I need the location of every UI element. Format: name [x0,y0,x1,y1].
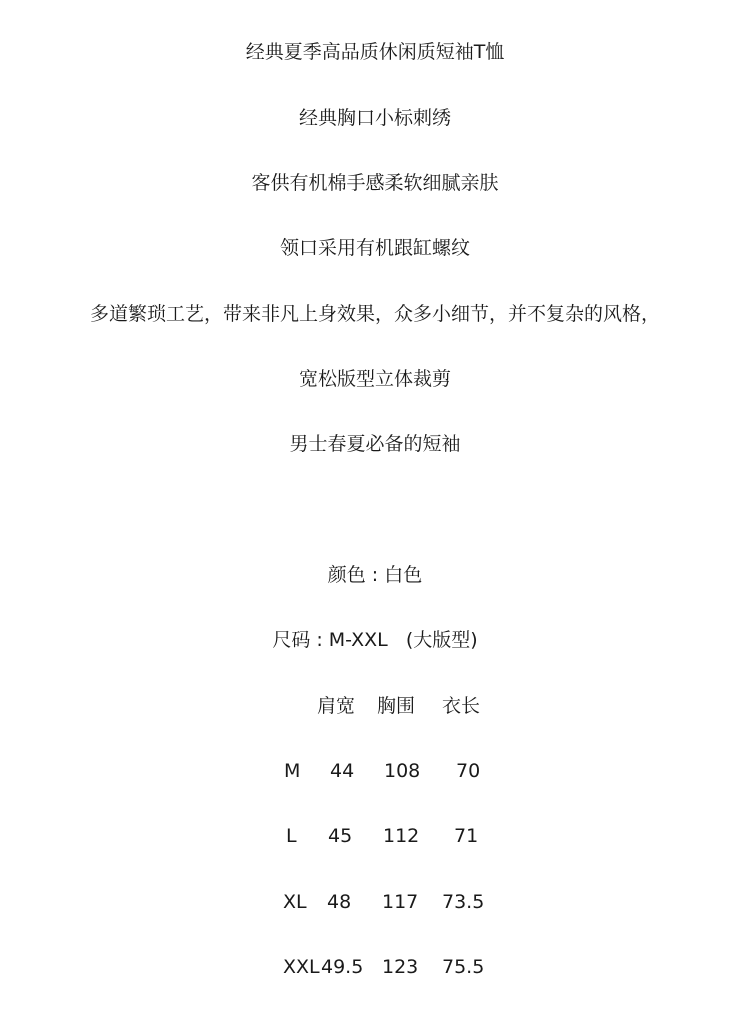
size-label: M [284,760,301,782]
description-line: 宽松版型立体裁剪 [298,368,451,390]
chest-value: 108 [384,760,421,782]
header-chest: 胸围 [377,695,416,717]
header-shoulder: 肩宽 [317,695,356,717]
color-info: 颜色 : 白色 [327,564,423,586]
description-line: 经典胸口小标刺绣 [298,107,451,129]
size-label: XXL [283,956,320,978]
chest-value: 112 [383,825,420,847]
shoulder-value: 45 [328,825,353,847]
chest-value: 123 [382,956,419,978]
chest-value: 117 [382,891,419,913]
description-line: 领口采用有机跟缸螺纹 [279,237,470,259]
description-line: 经典夏季高品质休闲质短袖T恤 [245,41,505,63]
description-line: 多道繁琐工艺，带来非凡上身效果，众多小细节，并不复杂的风格， [89,303,660,325]
size-label: L [286,825,297,847]
description-line: 男士春夏必备的短袖 [289,433,461,455]
length-value: 75.5 [442,956,485,978]
length-value: 70 [456,760,481,782]
shoulder-value: 49.5 [321,956,364,978]
size-label: XL [283,891,307,913]
shoulder-value: 44 [330,760,355,782]
length-value: 71 [454,825,479,847]
shoulder-value: 48 [327,891,352,913]
size-range-info: 尺码 : M-XXL (大版型) [272,629,478,651]
header-length: 衣长 [442,695,481,717]
description-line: 客供有机棉手感柔软细腻亲肤 [251,172,499,194]
length-value: 73.5 [442,891,485,913]
